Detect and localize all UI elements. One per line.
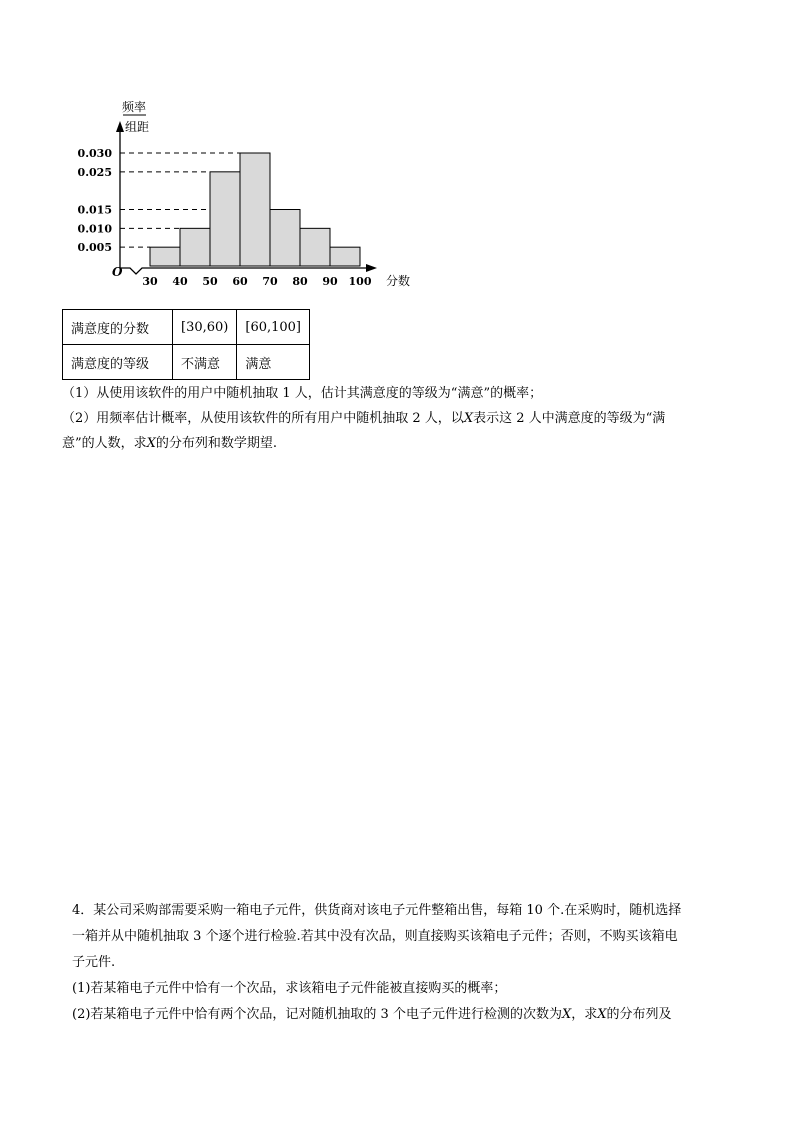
problem-4-line-1: 4．某公司采购部需要采购一箱电子元件，供货商对该电子元件整箱出售，每箱 10 个.在采购时，随机选择 bbox=[72, 903, 682, 918]
problem-4-question-2-text-b: ，求 bbox=[571, 1007, 598, 1022]
satisfaction-table bbox=[62, 309, 310, 380]
y-tick-label: 0.025 bbox=[77, 165, 112, 179]
ylabel-bottom: 组距 bbox=[124, 120, 150, 134]
variable-x: X bbox=[463, 411, 474, 426]
question-2-continued bbox=[62, 431, 742, 456]
histogram-bars bbox=[150, 153, 360, 266]
x-tick-label: 30 bbox=[142, 275, 158, 288]
variable-x: X bbox=[597, 1007, 607, 1022]
y-axis-title bbox=[122, 99, 149, 134]
problem-4-question-2-text-a: (2)若某箱电子元件中恰有两个次品，记对随机抽取的 3 个电子元件进行检测的次数为 bbox=[72, 1007, 562, 1022]
problem-4-question-2-text-c: 的分布列及 bbox=[606, 1007, 672, 1022]
frequency-histogram bbox=[0, 0, 800, 300]
variable-x: X bbox=[146, 436, 156, 451]
x-tick-label: 60 bbox=[232, 275, 248, 288]
problem-4-line-2: 一箱并从中随机抽取 3 个逐个进行检验.若其中没有次品，则直接购买该箱电子元件；否则，不购买该箱电 bbox=[72, 929, 678, 944]
histogram-bar bbox=[240, 153, 270, 266]
x-tick-label: 90 bbox=[322, 275, 338, 288]
x-tick-label: 50 bbox=[202, 275, 218, 288]
problem-4-question-2 bbox=[72, 1002, 752, 1028]
question-2-text-a: （2）用频率估计概率，从使用该软件的所有用户中随机抽取 2 人，以 bbox=[62, 411, 464, 426]
histogram-bar bbox=[270, 210, 300, 267]
variable-x: X bbox=[561, 1007, 572, 1022]
question-2-text-b: 表示这 2 人中满意度的等级为“满 bbox=[473, 411, 666, 426]
x-tick-label: 80 bbox=[292, 275, 308, 288]
table-cell: 满意 bbox=[237, 345, 310, 380]
y-tick-label: 0.010 bbox=[77, 222, 112, 236]
x-axis-title: 分数 bbox=[386, 274, 411, 288]
histogram-bar bbox=[300, 228, 330, 266]
origin-label: O bbox=[112, 265, 123, 279]
question-1: （1）从使用该软件的用户中随机抽取 1 人，估计其满意度的等级为“满意”的概率； bbox=[62, 386, 543, 401]
ylabel-top: 频率 bbox=[121, 100, 147, 114]
y-tick-label: 0.030 bbox=[77, 147, 112, 160]
question-2 bbox=[62, 406, 742, 431]
x-axis-arrow bbox=[366, 264, 377, 272]
histogram-bar bbox=[150, 247, 180, 266]
table-row bbox=[63, 345, 310, 380]
y-tick-label: 0.015 bbox=[77, 203, 112, 217]
x-tick-label: 100 bbox=[348, 275, 372, 288]
x-tick-labels bbox=[142, 275, 371, 288]
x-tick-label: 70 bbox=[262, 275, 278, 288]
histogram-bar bbox=[210, 172, 240, 266]
table-cell: 满意度的等级 bbox=[63, 345, 173, 380]
problem-4-line-3: 子元件. bbox=[72, 955, 116, 970]
problem-4-question-1: (1)若某箱电子元件中恰有一个次品，求该箱电子元件能被直接购买的概率； bbox=[72, 981, 507, 996]
table-cell: [60,100] bbox=[237, 310, 310, 345]
table-cell: 不满意 bbox=[173, 345, 237, 380]
table-cell: 满意度的分数 bbox=[63, 310, 173, 345]
problem-4 bbox=[72, 898, 752, 1028]
table-cell: [30,60) bbox=[173, 310, 237, 345]
x-tick-label: 40 bbox=[172, 275, 188, 288]
problem-3-questions bbox=[62, 381, 742, 456]
y-axis-arrow bbox=[116, 121, 124, 132]
x-axis bbox=[120, 268, 370, 274]
histogram-bar bbox=[330, 247, 360, 266]
table-row bbox=[63, 310, 310, 345]
question-2-text-c: 意”的人数，求 bbox=[62, 436, 147, 451]
y-tick-labels bbox=[78, 147, 113, 254]
question-2-text-d: 的分布列和数学期望. bbox=[155, 436, 278, 451]
histogram-bar bbox=[180, 228, 210, 266]
y-tick-label: 0.005 bbox=[77, 241, 112, 255]
